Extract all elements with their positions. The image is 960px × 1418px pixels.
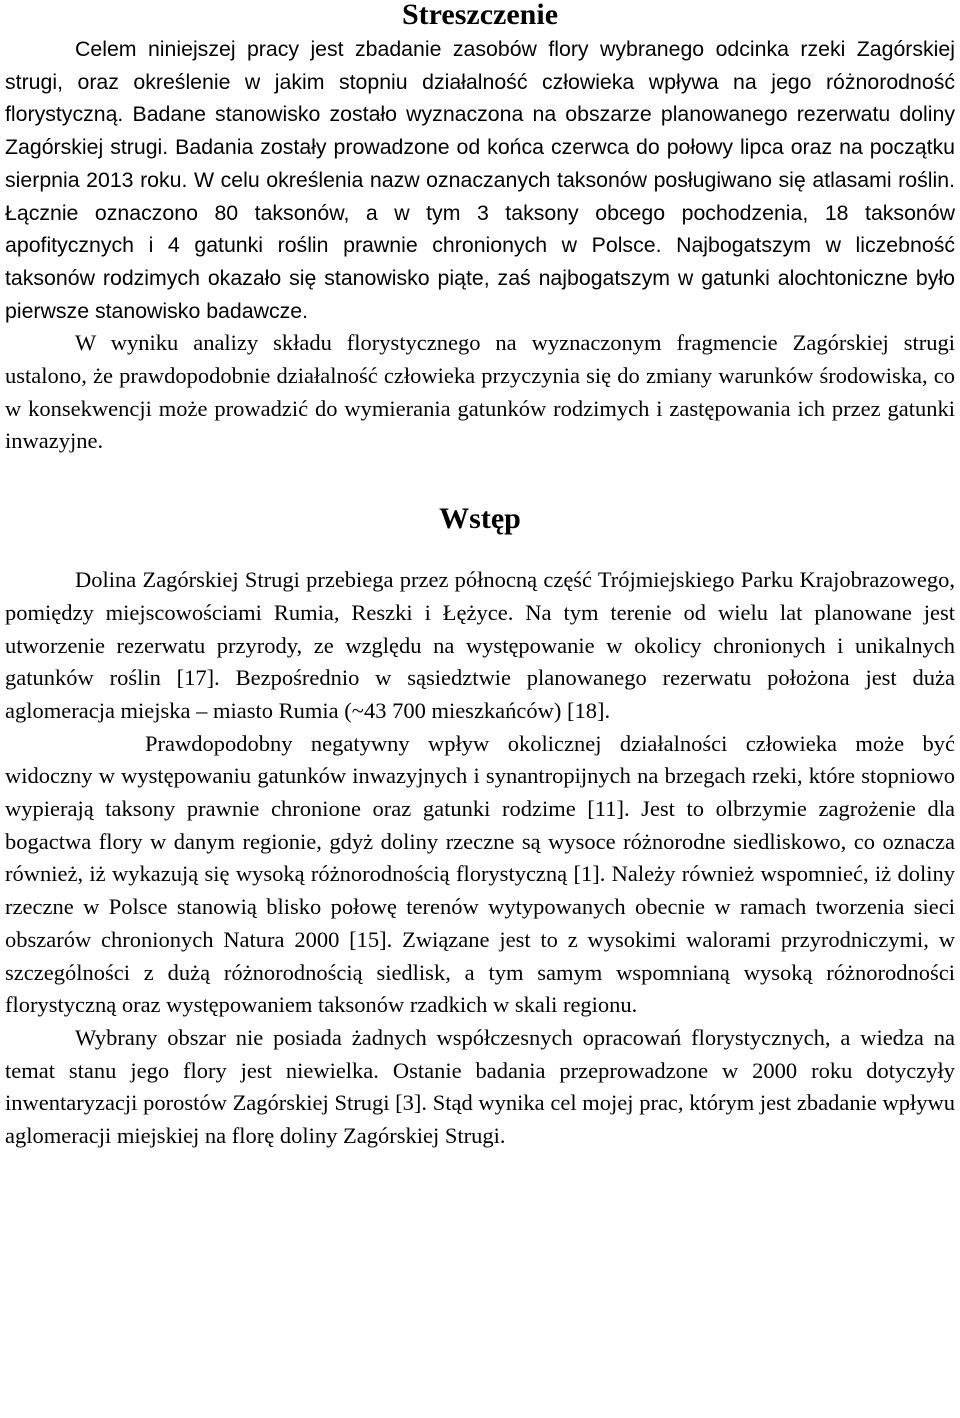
abstract-paragraph-2: W wyniku analizy składu florystycznego na wyznaczonym fragmencie Zagórskiej strugi ustalono, że prawdopodobnie działalność człowieka przyczynia się do zmiany warunków środowiska, co w konsekwencji może prowadzić do wymierania gatunków rodzimych i zastępowania ich przez gatunki inwazyjne. [5, 330, 955, 454]
abstract-paragraph-1: Celem niniejszej pracy jest zbadanie zasobów flory wybranego odcinka rzeki Zagórskiej strugi, oraz określenie w jakim stopniu działalność człowieka wpływa na jego różnorodność florystyczną. Badane stanowisko zostało wyznaczona na obszarze planowanego rezerwatu doliny Zagórskiej strugi. Badania zostały prowadzone od końca czerwca do połowy lipca oraz na początku sierpnia 2013 roku. W celu określenia nazw oznaczanych taksonów posługiwano się atlasami roślin. Łącznie oznaczono 80 taksonów, a w tym 3 taksony obcego pochodzenia, 18 taksonów apofitycznych i 4 gatunki roślin prawnie chronionych w Polsce. Najbogatszym w liczebność taksonów rodzimych okazało się stanowisko piąte, zaś najbogatszym w gatunki alochtoniczne było pierwsze stanowisko badawcze. [5, 37, 955, 323]
intro-paragraph-1: Dolina Zagórskiej Strugi przebiega przez północną część Trójmiejskiego Parku Krajobrazowego, pomiędzy miejscowościami Rumia, Reszki i Łężyce. Na tym terenie od wielu lat planowane jest utworzenie rezerwatu przyrody, ze względu na występowanie w okolicy chronionych i unikalnych gatunków roślin [17]. Bezpośrednio w sąsiedztwie planowanego rezerwatu położona jest duża aglomeracja miejska – miasto Rumia (~43 700 mieszkańców) [18]. [5, 567, 955, 723]
intro-paragraph-3: Wybrany obszar nie posiada żadnych współczesnych opracowań florystycznych, a wiedza na temat stanu jego flory jest niewielka. Ostanie badania przeprowadzone w 2000 roku dotyczyły inwentaryzacji porostów Zagórskiej Strugi [3]. Stąd wynika cel mojej prac, którym jest zbadanie wpływu aglomeracji miejskiej na florę doliny Zagórskiej Strugi. [5, 1024, 955, 1149]
intro-section [5, 564, 955, 1153]
intro-paragraph-2: Prawdopodobny negatywny wpływ okolicznej działalności człowieka może być widoczny w występowaniu gatunków inwazyjnych i synantropijnych na brzegach rzeki, które stopniowo wypierają taksony prawnie chronione oraz gatunki rodzime [11]. Jest to olbrzymie zagrożenie dla bogactwa flory w danym regionie, gdyż doliny rzeczne są wysoce różnorodne siedliskowo, co oznacza również, iż wykazują się wysoką różnorodnością florystyczną [1]. Należy również wspomnieć, iż doliny rzeczne w Polsce stanowią blisko połowę terenów wytypowanych obecnie w ramach tworzenia sieci obszarów chronionych Natura 2000 [15]. Związane jest to z wysokimi walorami przyrodniczymi, w szczególności z dużą różnorodnością siedlisk, a tym samym wspomnianą wysoką różnorodności florystyczną oraz występowaniem taksonów rzadkich w skali regionu. [5, 730, 955, 1018]
abstract-heading: Streszczenie [401, 0, 559, 31]
abstract-section [5, 33, 955, 458]
intro-heading: Wstęp [439, 502, 521, 536]
